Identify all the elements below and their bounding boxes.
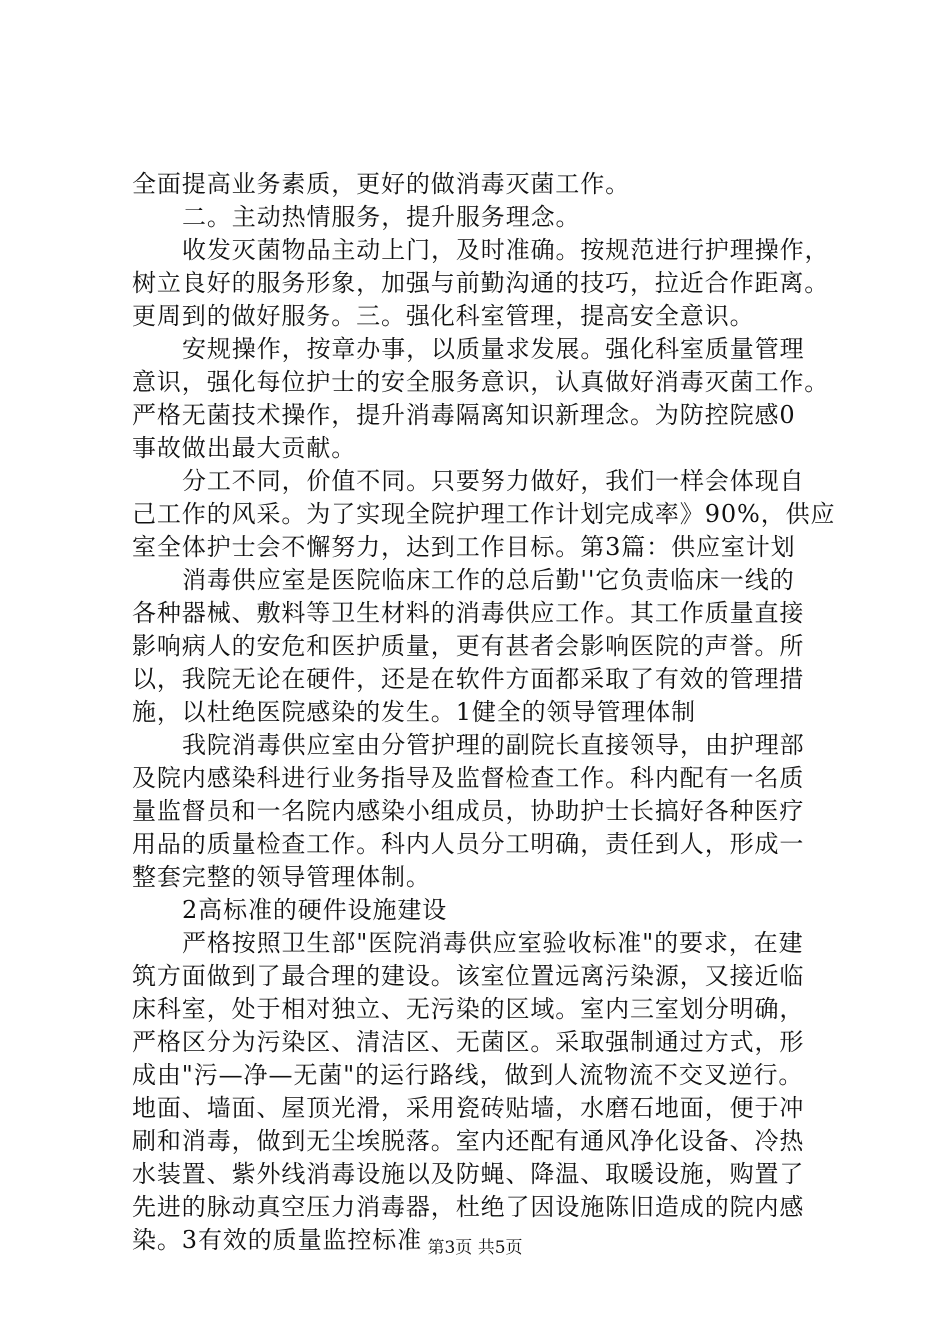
- text-line: 室全体护士会不懈努力，达到工作目标。第3篇：供应室计划: [132, 533, 796, 561]
- text-line: 以，我院无论在硬件，还是在软件方面都采取了有效的管理措: [132, 665, 805, 693]
- text-line: 水装置、紫外线消毒设施以及防蝇、降温、取暖设施，购置了: [132, 1160, 805, 1188]
- document-body: [132, 168, 836, 1257]
- text-line: 量监督员和一名院内感染小组成员，协助护士长搞好各种医疗: [132, 797, 805, 825]
- text-line: 分工不同，价值不同。只要努力做好，我们一样会体现自: [182, 467, 805, 495]
- text-line: 收发灭菌物品主动上门，及时准确。按规范进行护理操作，: [182, 236, 830, 264]
- text-line: 更周到的做好服务。三。强化科室管理，提高安全意识。: [132, 302, 755, 330]
- text-line: 二。主动热情服务，提升服务理念。: [182, 203, 581, 231]
- text-line: 成由"污—净—无菌"的运行路线，做到人流物流不交叉逆行。: [132, 1061, 804, 1089]
- text-line: 己工作的风采。为了实现全院护理工作计划完成率》90%，供应: [132, 500, 836, 528]
- text-line: 严格区分为污染区、清洁区、无菌区。采取强制通过方式，形: [132, 1028, 805, 1056]
- text-line: 各种器械、敷料等卫生材料的消毒供应工作。其工作质量直接: [132, 599, 805, 627]
- text-line: 施，以杜绝医院感染的发生。1健全的领导管理体制: [132, 698, 696, 726]
- page-number-footer: 第3页 共5页: [427, 1238, 523, 1258]
- text-line: 树立良好的服务形象，加强与前勤沟通的技巧，拉近合作距离。: [132, 269, 830, 297]
- text-line: 地面、墙面、屋顶光滑，采用瓷砖贴墙，水磨石地面，便于冲: [132, 1094, 805, 1122]
- text-line: 影响病人的安危和医护质量，更有甚者会影响医院的声誉。所: [132, 632, 805, 660]
- text-line: 严格按照卫生部"医院消毒供应室验收标准"的要求，在建: [182, 929, 804, 957]
- text-line: 严格无菌技术操作，提升消毒隔离知识新理念。为防控院感0: [132, 401, 796, 429]
- text-line: 整套完整的领导管理体制。: [132, 863, 431, 891]
- text-line: 刷和消毒，做到无尘埃脱落。室内还配有通风净化设备、冷热: [132, 1127, 805, 1155]
- text-line: 事故做出最大贡献。: [132, 434, 357, 462]
- text-line: 筑方面做到了最合理的建设。该室位置远离污染源，又接近临: [132, 962, 805, 990]
- text-line: 用品的质量检查工作。科内人员分工明确，责任到人，形成一: [132, 830, 805, 858]
- text-line: 先进的脉动真空压力消毒器，杜绝了因设施陈旧造成的院内感: [132, 1193, 805, 1221]
- text-line: 及院内感染科进行业务指导及监督检查工作。科内配有一名质: [132, 764, 805, 792]
- text-line: 意识，强化每位护士的安全服务意识，认真做好消毒灭菌工作。: [132, 368, 830, 396]
- text-line: 消毒供应室是医院临床工作的总后勤''它负责临床一线的: [182, 566, 795, 594]
- text-line: 床科室，处于相对独立、无污染的区域。室内三室划分明确，: [132, 995, 805, 1023]
- text-line: 安规操作，按章办事，以质量求发展。强化科室质量管理: [182, 335, 805, 363]
- section-heading: 2高标准的硬件设施建设: [182, 896, 448, 924]
- text-line: 我院消毒供应室由分管护理的副院长直接领导，由护理部: [182, 731, 805, 759]
- text-line: 染。3有效的质量监控标准: [132, 1226, 423, 1254]
- text-line: 全面提高业务素质，更好的做消毒灭菌工作。: [132, 170, 630, 198]
